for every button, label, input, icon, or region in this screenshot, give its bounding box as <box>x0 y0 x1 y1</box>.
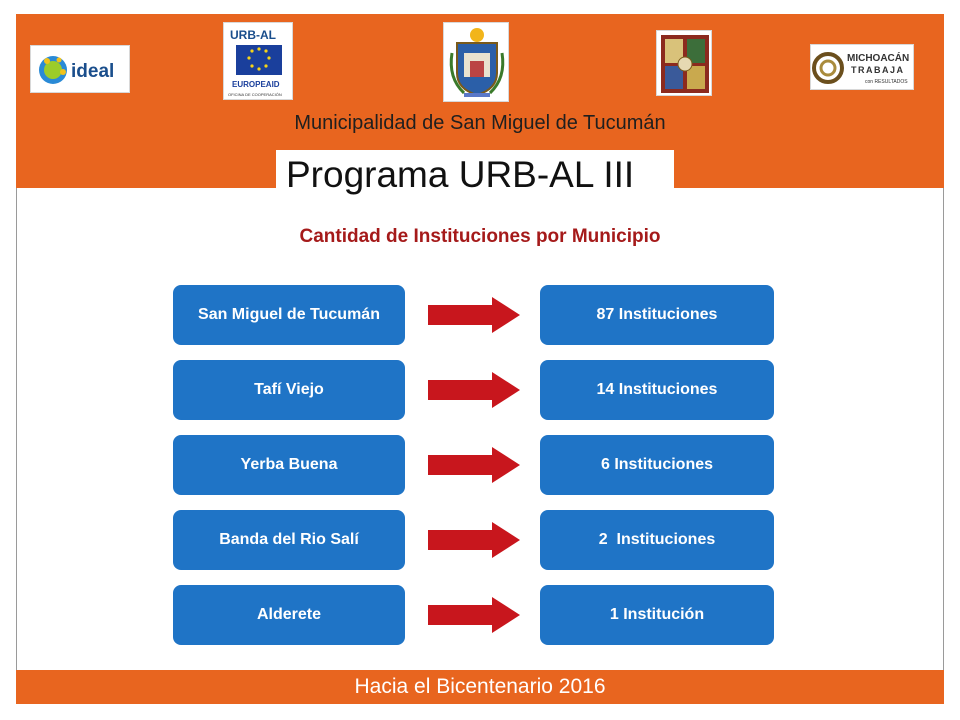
urbal-logo-sub: EUROPEAID <box>232 80 280 89</box>
michoacan-trabaja-logo <box>810 44 914 90</box>
trabaja-line1: MICHOACÁN <box>847 53 910 64</box>
urbal-logo-caption: OFICINA DE COOPERACIÓN <box>228 92 282 97</box>
cantidad-box: 2 Instituciones <box>540 510 774 570</box>
trabaja-line2: TRABAJA <box>851 65 905 75</box>
municipio-box: Alderete <box>173 585 405 645</box>
urbal-logo <box>223 22 293 100</box>
cantidad-box: 14 Instituciones <box>540 360 774 420</box>
right-arrow-icon <box>428 297 520 333</box>
ideal-logo-text: ideal <box>71 61 115 82</box>
urbal-logo-text: URB-AL <box>230 28 276 42</box>
municipio-box: Banda del Rio Salí <box>173 510 405 570</box>
trabaja-line3: con RESULTADOS <box>865 79 908 85</box>
cantidad-box: 6 Instituciones <box>540 435 774 495</box>
cantidad-box: 1 Institución <box>540 585 774 645</box>
tucuman-shield-logo <box>443 22 509 102</box>
program-title: Programa URB-AL III <box>286 154 635 195</box>
right-arrow-icon <box>428 372 520 408</box>
municipio-box: Tafí Viejo <box>173 360 405 420</box>
right-arrow-icon <box>428 522 520 558</box>
footer-bar: Hacia el Bicentenario 2016 <box>16 670 944 704</box>
michoacan-shield-logo <box>656 30 712 96</box>
ideal-logo <box>30 45 130 93</box>
municipalidad-title: Municipalidad de San Miguel de Tucumán <box>294 112 666 134</box>
municipio-box: San Miguel de Tucumán <box>173 285 405 345</box>
right-arrow-icon <box>428 447 520 483</box>
right-arrow-icon <box>428 597 520 633</box>
chart-subtitle: Cantidad de Instituciones por Municipio <box>299 226 661 247</box>
cantidad-box: 87 Instituciones <box>540 285 774 345</box>
municipio-box: Yerba Buena <box>173 435 405 495</box>
